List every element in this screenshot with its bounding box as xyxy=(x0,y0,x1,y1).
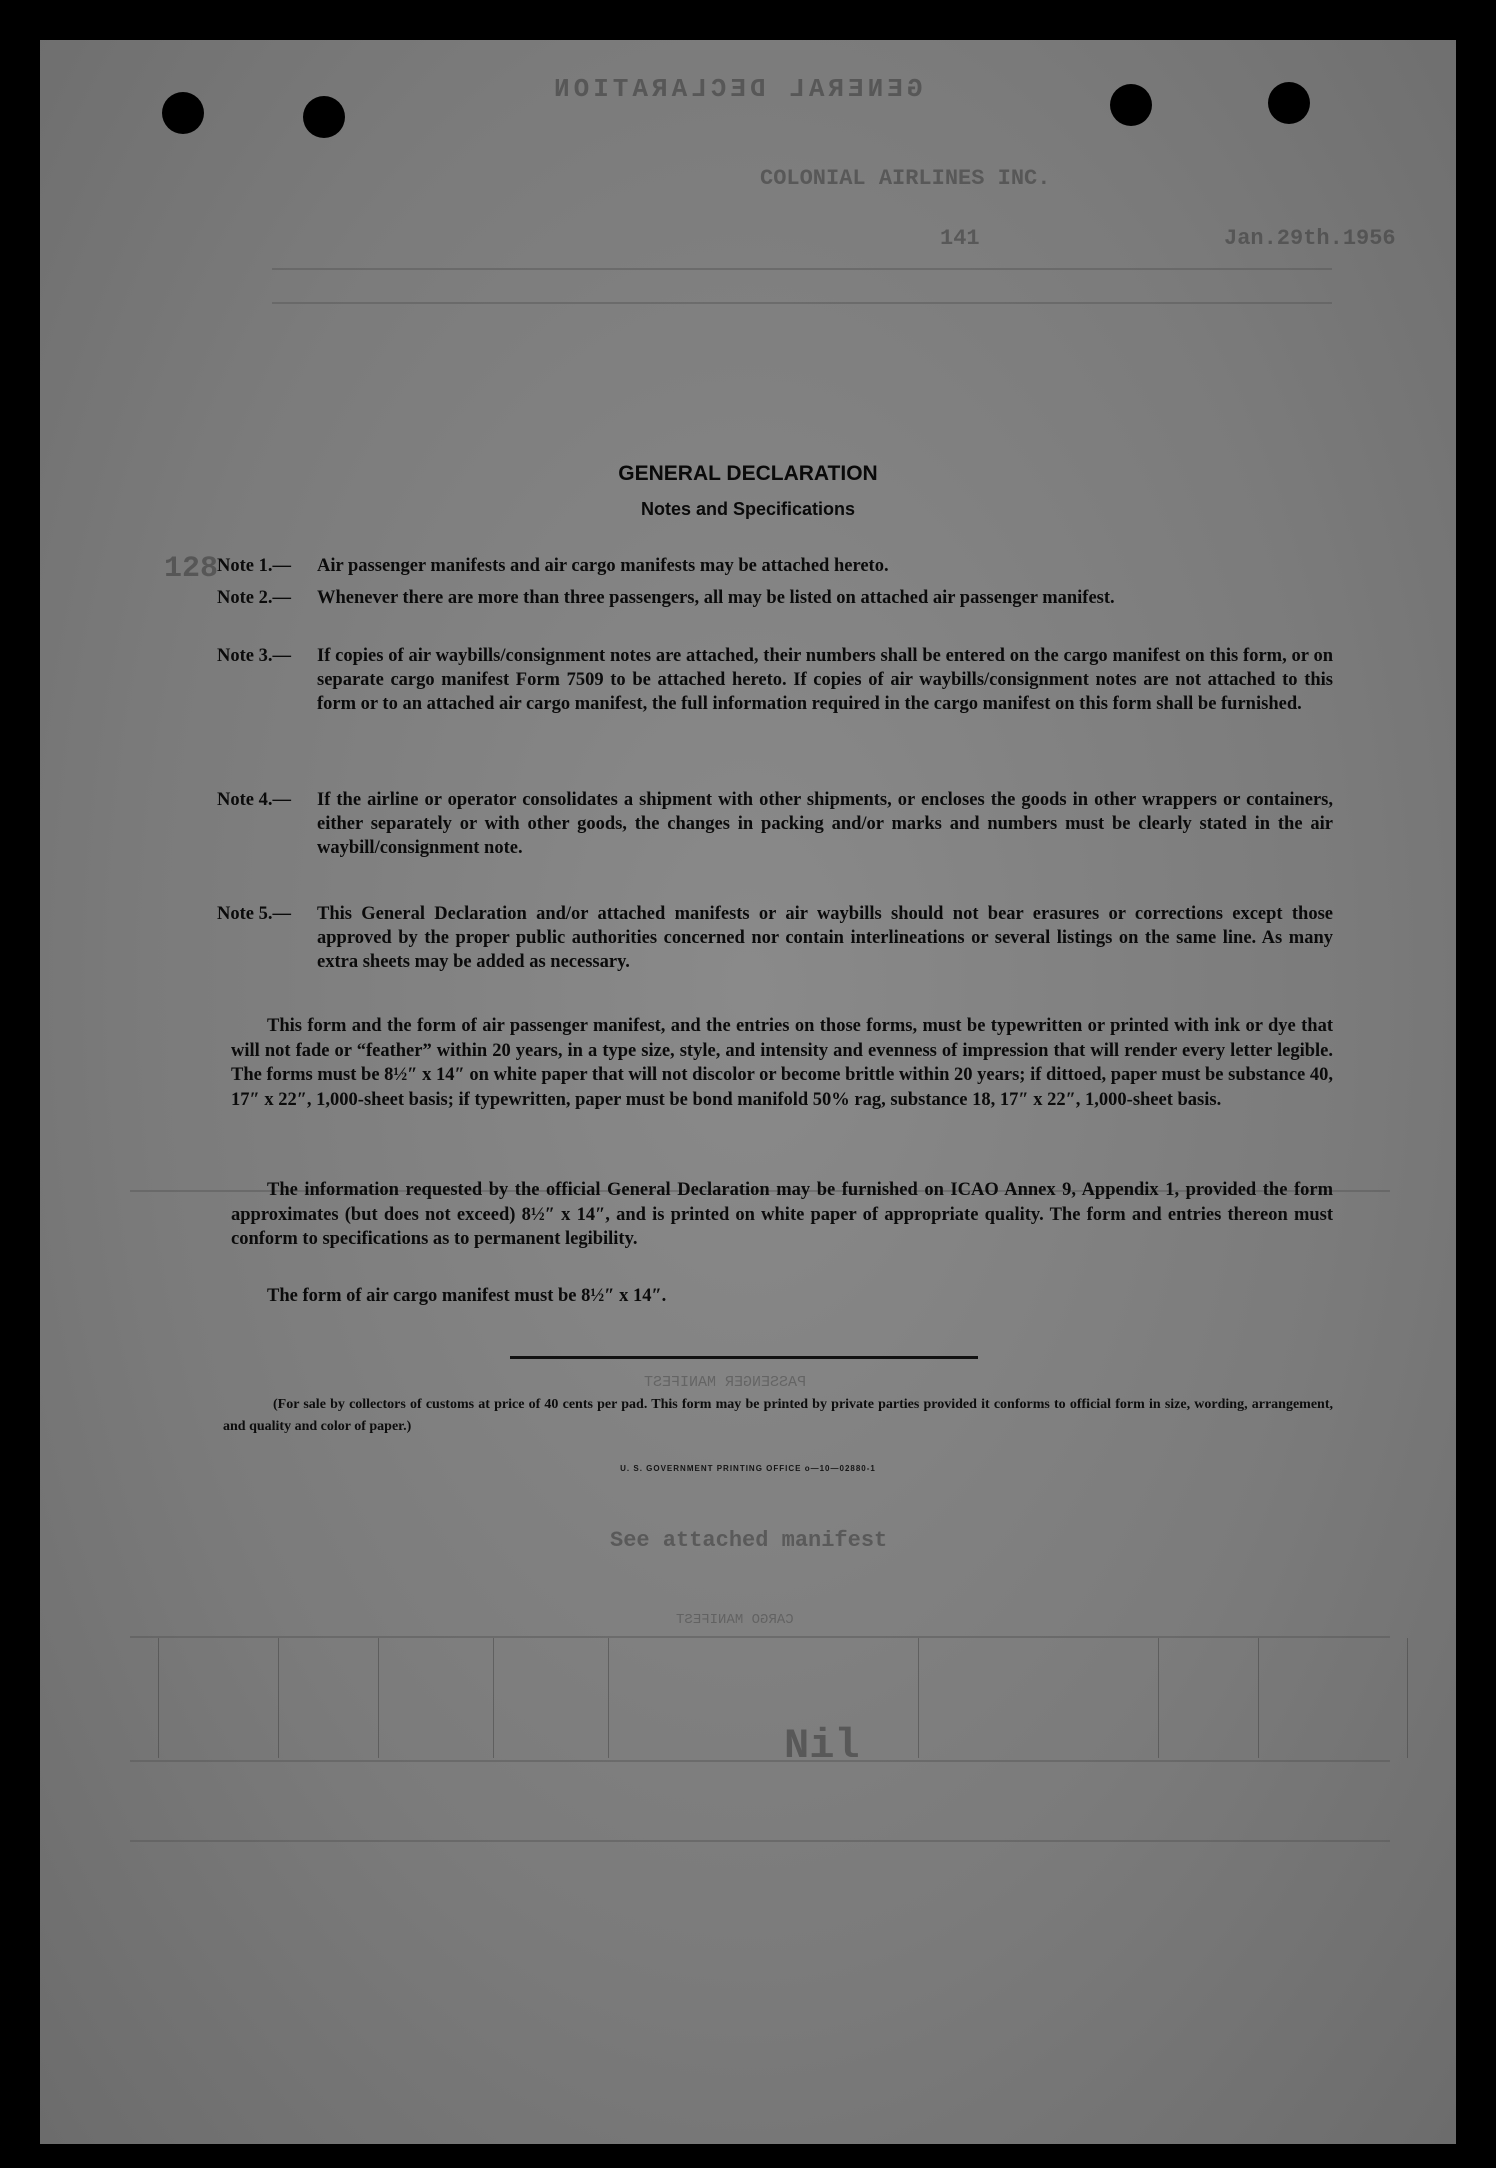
show-through-cargo-grid xyxy=(158,1638,1408,1758)
show-through-side-number: 128 xyxy=(164,552,219,586)
printer-line: U. S. GOVERNMENT PRINTING OFFICE o—10—02880-1 xyxy=(620,1464,876,1473)
note-text: If copies of air waybills/consignment notes are attached, their numbers shall be entered on the cargo manifest on this form, or on separate cargo manifest Form 7509 to be attached hereto. If copies of air waybills/consignment notes are not attached to this form or to an attached air cargo manifest, the full information required in the cargo manifest on this form shall be furnished. xyxy=(317,646,1333,714)
page-subtitle: Notes and Specifications xyxy=(640,499,856,519)
show-through-airline: COLONIAL AIRLINES INC. xyxy=(760,166,1051,191)
note-text: If the airline or operator consolidates a shipment with other shipments, or encloses the goods in other wrappers or containers, either separately or with other goods, the changes in packing and/or marks and numbers must be clearly stated in the air waybill/consignment note. xyxy=(317,790,1333,858)
note-4 xyxy=(217,788,1333,860)
show-through-manifest-note: See attached manifest xyxy=(610,1528,888,1553)
punch-hole xyxy=(1268,82,1310,124)
show-through-line xyxy=(272,268,1332,270)
note-label: Note 2.— xyxy=(217,588,291,608)
paragraph-cargo-manifest-size: The form of air cargo manifest must be 8½″ x 14″. xyxy=(267,1286,667,1306)
note-5 xyxy=(217,902,1333,974)
document-page xyxy=(40,40,1456,2144)
note-text: This General Declaration and/or attached manifests or air waybills should not bear erasures or corrections except those approved by the proper public authorities concerned nor contain interlineations or several listings on the same line. As many extra sheets may be added as necessary. xyxy=(317,904,1333,972)
show-through-cargo-entry: Nil xyxy=(784,1722,860,1770)
show-through-cargo-label: CARGO MANIFEST xyxy=(676,1612,794,1628)
note-label: Note 4.— xyxy=(217,790,291,810)
paragraph-icao-annex: The information requested by the official General Declaration may be furnished on ICAO Annex 9, Appendix 1, provided the form approximates (but does not exceed) 8½″ x 14″, and is printed on white paper of appropriate quality. The form and entries thereon must conform to specifications as to permanent legibility. xyxy=(231,1180,1333,1249)
show-through-line xyxy=(272,302,1332,304)
show-through-line xyxy=(130,1840,1390,1842)
note-text: Whenever there are more than three passengers, all may be listed on attached air passenger manifest. xyxy=(317,588,1115,608)
sale-note: (For sale by collectors of customs at price of 40 cents per pad. This form may be printed by private parties provided it conforms to official form in size, wording, arrangement, and quality and color of paper.) xyxy=(223,1397,1333,1434)
show-through-manifest-label: PASSENGER MANIFEST xyxy=(644,1374,807,1391)
note-label: Note 1.— xyxy=(217,556,291,576)
show-through-flight-no: 141 xyxy=(940,226,980,251)
note-3 xyxy=(217,644,1333,716)
divider xyxy=(510,1356,978,1359)
note-2 xyxy=(217,586,1333,610)
show-through-date: Jan.29th.1956 xyxy=(1224,226,1396,251)
note-label: Note 3.— xyxy=(217,646,291,666)
note-1 xyxy=(217,554,1333,578)
paragraph-format-requirements: This form and the form of air passenger manifest, and the entries on those forms, must be typewritten or printed with ink or dye that will not fade or “feather” within 20 years, in a type size, style, and intensity and evenness of impression that will render every letter legible. The forms must be 8½″ x 14″ on white paper that will not discolor or become brittle within 20 years; if dittoed, paper must be substance 40, 17″ x 22″, 1,000-sheet basis; if typewritten, paper must be bond manifold 50% rag, substance 18, 17″ x 22″, 1,000-sheet basis. xyxy=(231,1016,1333,1110)
punch-hole xyxy=(303,96,345,138)
punch-hole xyxy=(1110,84,1152,126)
note-text: Air passenger manifests and air cargo manifests may be attached hereto. xyxy=(317,556,889,576)
show-through-title: GENERAL DECLARATION xyxy=(550,74,923,104)
page-title: GENERAL DECLARATION xyxy=(618,462,878,485)
note-label: Note 5.— xyxy=(217,904,291,924)
show-through-line xyxy=(130,1760,1390,1762)
punch-hole xyxy=(162,92,204,134)
